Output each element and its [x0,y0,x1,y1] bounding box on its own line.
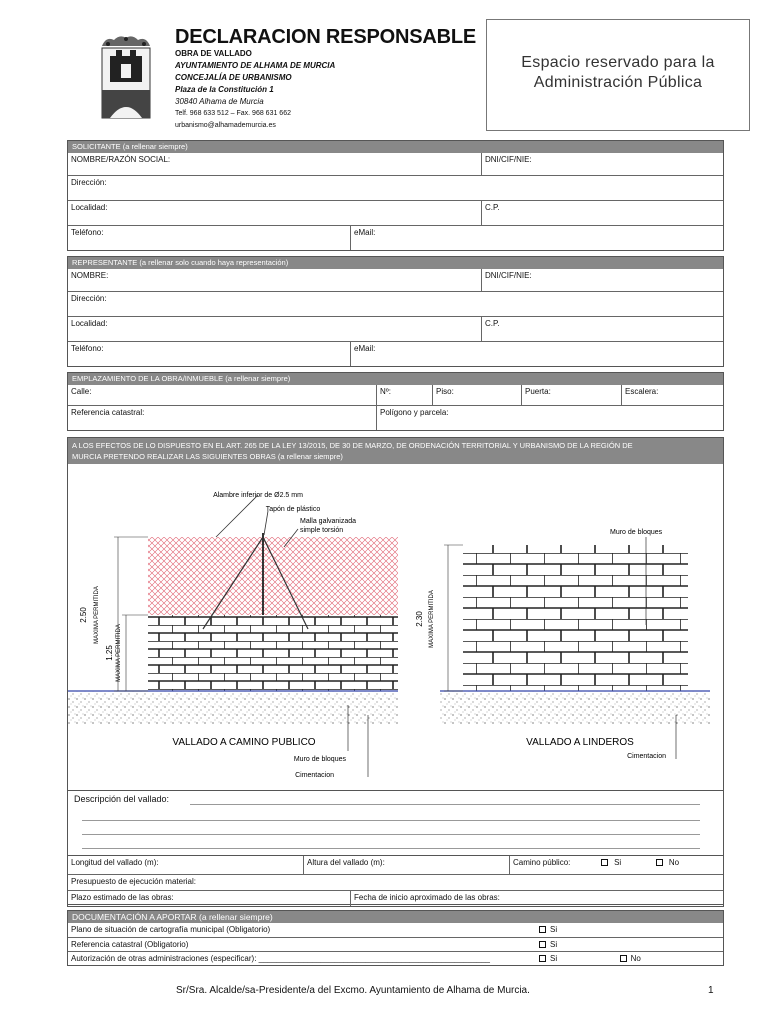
divider [67,790,724,791]
doc-item-autorizacion[interactable]: Autorización de otras administraciones (especificar): ____________________________________________________ [71,954,490,963]
solicitante-dni-field[interactable]: DNI/CIF/NIE: [481,153,723,175]
doc-plano-si-label: Si [550,925,558,934]
admin-box-line1: Espacio reservado para la [521,54,715,71]
block-wall-left [148,615,398,691]
representante-email-field[interactable]: eMail: [350,342,723,366]
label-muro-bloques-left: Muro de bloques [293,756,346,763]
block-wall-right [463,545,688,691]
fence-diagram [68,465,723,785]
camino-publico-label: Camino público: [513,858,571,867]
doc-item-referencia-options [536,938,723,951]
camino-no-label: No [668,858,680,867]
solicitante-localidad-field[interactable]: Localidad: [71,203,108,212]
dim-125: 1.25 [105,645,114,661]
camino-publico-field [509,856,723,874]
representante-telefono-field[interactable]: Teléfono: [71,344,104,353]
doc-plano-si-checkbox[interactable] [539,926,546,933]
longitud-field[interactable]: Longitud del vallado (m): [71,858,159,867]
phone-fax: Telf. 968 633 512 – Fax. 968 631 662 [175,110,291,117]
document-title: DECLARACION RESPONSABLE [175,26,476,48]
camino-no-checkbox[interactable] [656,859,663,866]
altura-field[interactable]: Altura del vallado (m): [303,856,509,874]
dim-250: 2.50 [79,607,88,623]
doc-referencia-si-checkbox[interactable] [539,941,546,948]
calle-field[interactable]: Calle: [71,387,92,396]
page-number: 1 [708,985,714,996]
solicitante-nombre-field[interactable]: NOMBRE/RAZÓN SOCIAL: [71,155,171,164]
poligono-parcela-field[interactable]: Polígono y parcela: [376,406,723,430]
solicitante-telefono-field[interactable]: Teléfono: [71,228,104,237]
referencia-catastral-field[interactable]: Referencia catastral: [71,408,145,417]
contact-email: urbanismo@alhamademurcia.es [175,122,276,129]
emplazamiento-header: EMPLAZAMIENTO DE LA OBRA/INMUEBLE (a rellenar siempre) [68,373,723,385]
representante-localidad-field[interactable]: Localidad: [71,319,108,328]
caption-linderos: VALLADO A LINDEROS [526,737,634,748]
address-street: Plaza de la Constitución 1 [175,85,274,94]
representante-section [67,256,724,367]
doc-item-autorizacion-options [536,952,723,965]
max-permitida-1: MAXIMA PERMITIDA [94,586,100,644]
foundation-right [440,691,710,725]
solicitante-cp-field[interactable]: C.P. [481,201,723,225]
solicitante-email-field[interactable]: eMail: [350,226,723,250]
presupuesto-field[interactable]: Presupuesto de ejecución material: [71,877,196,886]
piso-field[interactable]: Piso: [432,385,521,405]
address-city: 30840 Alhama de Murcia [175,97,264,106]
mesh-fill [148,537,398,615]
label-malla-1: Malla galvanizada [300,518,357,525]
documentacion-section [67,910,724,966]
representante-nombre-field[interactable]: NOMBRE: [71,271,109,280]
escalera-field[interactable]: Escalera: [621,385,723,405]
solicitante-header: SOLICITANTE (a rellenar siempre) [68,141,723,153]
obras-header-line2: MURCIA PRETENDO REALIZAR LAS SIGUIENTES OBRAS (a rellenar siempre) [72,452,343,461]
camino-si-label: Si [614,858,622,867]
admin-reserved-box [486,19,750,131]
label-malla-2: simple torsión [300,527,344,534]
descripcion-line-4[interactable] [82,848,700,849]
ayuntamiento-name: AYUNTAMIENTO DE ALHAMA DE MURCIA [175,61,336,70]
numero-field[interactable]: Nº: [376,385,432,405]
descripcion-line-3[interactable] [82,834,700,835]
emplazamiento-section [67,372,724,431]
doc-item-plano: Plano de situación de cartografía municipal (Obligatorio) [71,925,271,934]
caption-camino-publico: VALLADO A CAMINO PUBLICO [172,737,316,748]
documentacion-header: DOCUMENTACIÓN A APORTAR (a rellenar siempre) [68,911,723,923]
label-alambre: Alambre inferior de Ø2.5 mm [213,492,303,499]
fecha-inicio-field[interactable]: Fecha de inicio aproximado de las obras: [350,891,723,906]
max-permitida-2: MAXIMA PERMITIDA [116,624,122,682]
medidas-section [67,855,724,907]
document-subtitle: OBRA DE VALLADO [175,49,252,58]
obras-header [68,438,723,464]
label-tapon: Tapón de plástico [265,506,321,513]
doc-autorizacion-si-label: Si [550,954,558,963]
representante-direccion-field[interactable]: Dirección: [71,294,107,303]
max-permitida-3: MAXIMA PERMITIDA [429,590,435,648]
descripcion-label: Descripción del vallado: [74,794,170,804]
doc-item-plano-options [536,923,723,937]
plazo-field[interactable]: Plazo estimado de las obras: [71,893,174,902]
foundation-left [68,691,398,725]
doc-autorizacion-si-checkbox[interactable] [539,955,546,962]
descripcion-line-2[interactable] [82,820,700,821]
representante-header: REPRESENTANTE (a rellenar solo cuando haya representación) [68,257,723,269]
footer-recipient: Sr/Sra. Alcalde/sa-Presidente/a del Excmo. Ayuntamiento de Alhama de Murcia. [176,985,530,996]
label-cimentacion-left: Cimentacion [295,772,334,779]
puerta-field[interactable]: Puerta: [521,385,621,405]
label-muro-bloques-right: Muro de bloques [610,529,663,536]
doc-autorizacion-no-checkbox[interactable] [620,955,627,962]
dim-230: 2.30 [415,611,424,627]
label-cimentacion-right: Cimentacion [627,753,666,760]
obras-header-line1: A LOS EFECTOS DE LO DISPUESTO EN EL ART. 265 DE LA LEY 13/2015, DE 30 DE MARZO, DE ORDENACIÓN TERRITORIAL Y URBANISMO DE LA REGIÓN DE [72,441,633,450]
doc-item-referencia: Referencia catastral (Obligatorio) [71,940,189,949]
camino-si-checkbox[interactable] [601,859,608,866]
descripcion-line-1[interactable] [190,804,700,805]
doc-referencia-si-label: Si [550,940,558,949]
concejalia-name: CONCEJALÍA DE URBANISMO [175,73,292,82]
solicitante-section [67,140,724,251]
solicitante-direccion-field[interactable]: Dirección: [71,178,107,187]
representante-dni-field[interactable]: DNI/CIF/NIE: [481,269,723,291]
doc-autorizacion-no-label: No [630,954,641,963]
admin-box-line2: Administración Pública [533,74,703,91]
municipal-coat-of-arms [92,34,160,122]
representante-cp-field[interactable]: C.P. [481,317,723,341]
